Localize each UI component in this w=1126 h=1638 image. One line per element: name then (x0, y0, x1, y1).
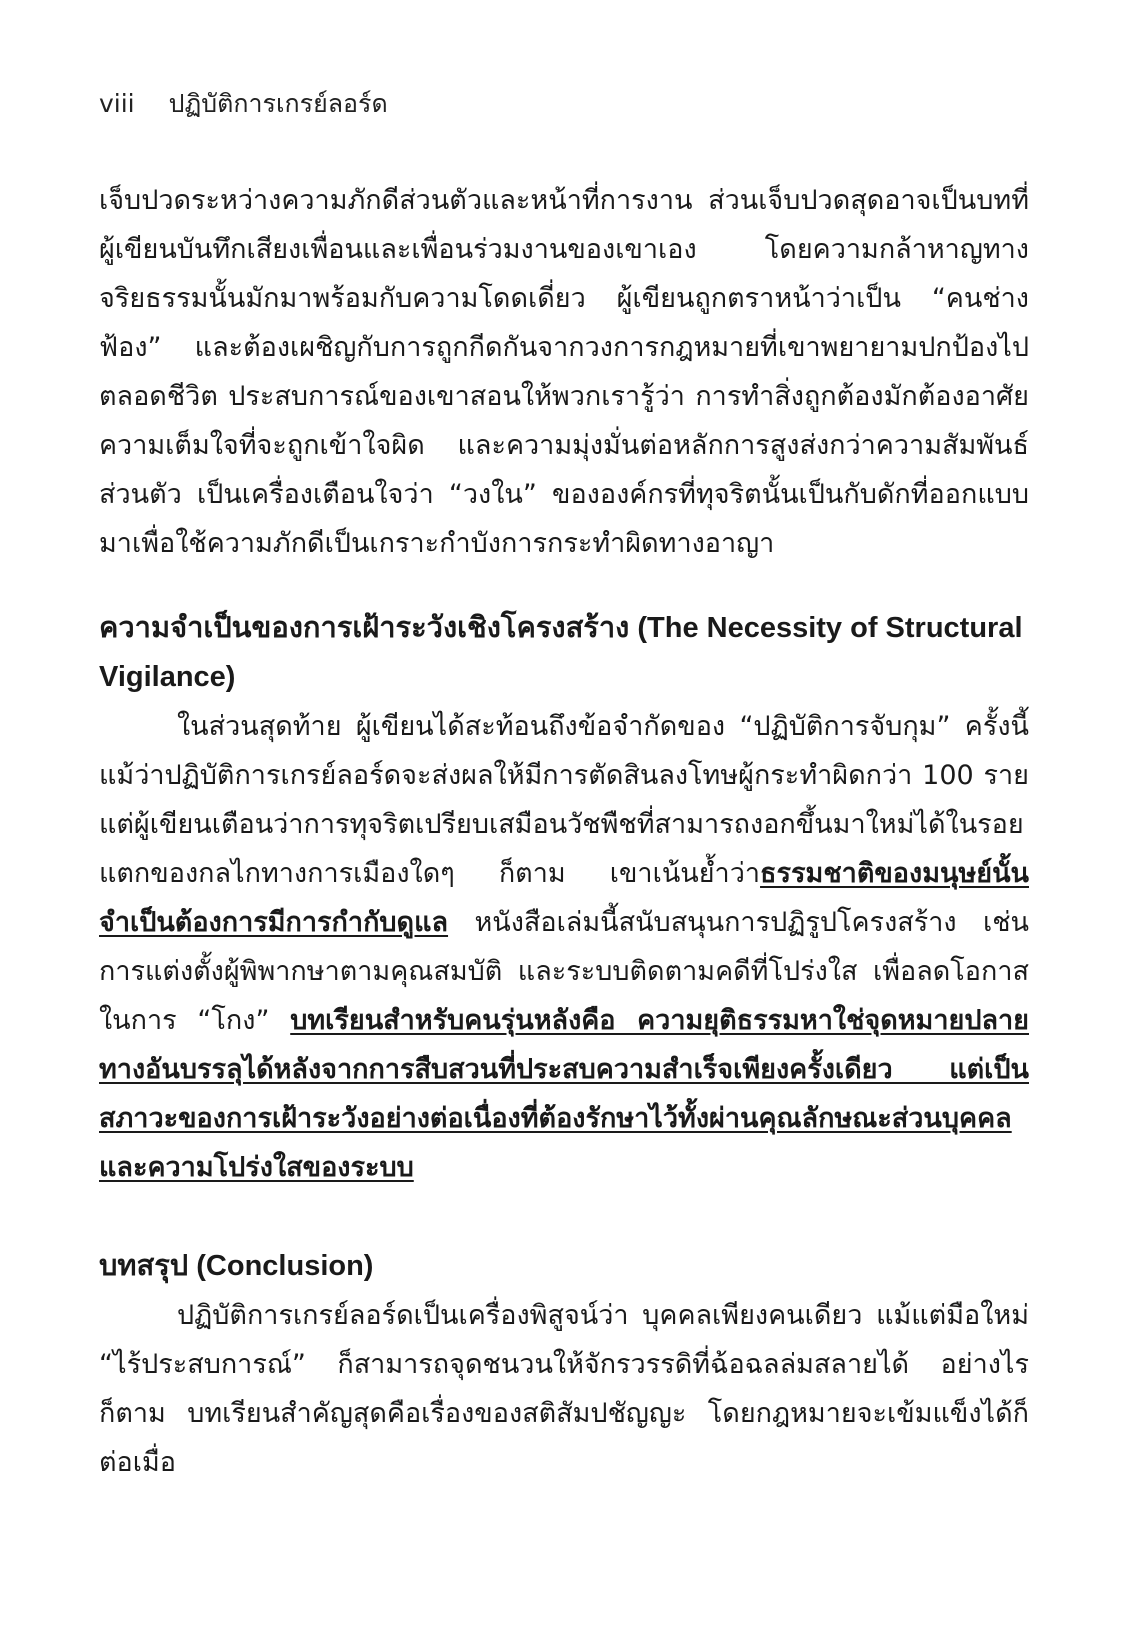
paragraph-continued: เจ็บปวดระหว่างความภักดีส่วนตัวและหน้าที่การงาน ส่วนเจ็บปวดสุดอาจเป็นบทที่ผู้เขียนบันทึกเสียงเพื่อนและเพื่อนร่วมงานของเขาเอง โดยความกล้าหาญทางจริยธรรมนั้นมักมาพร้อมกับความโดดเดี่ยว ผู้เขียนถูกตราหน้าว่าเป็น “คนช่างฟ้อง” และต้องเผชิญกับการถูกกีดกันจากวงการกฎหมายที่เขาพยายามปกป้องไปตลอดชีวิต ประสบการณ์ของเขาสอนให้พวกเรารู้ว่า การทำสิ่งถูกต้องมักต้องอาศัยความเต็มใจที่จะถูกเข้าใจผิด และความมุ่งมั่นต่อหลักการสูงส่งกว่าความสัมพันธ์ส่วนตัว เป็นเครื่องเตือนใจว่า “วงใน” ขององค์กรที่ทุจริตนั้นเป็นกับดักที่ออกแบบมาเพื่อใช้ความภักดีเป็นเกราะกำบังการกระทำผิดทางอาญา (99, 185, 1029, 559)
emphasized-text: ธรรมชาติของมนุษย์นั้นจำเป็นต้องการมีการกำกับดูแล (99, 858, 1029, 938)
emphasized-lesson-text: บทเรียนสำหรับคนรุ่นหลังคือ ความยุติธรรมหาใช่จุดหมายปลายทางอันบรรลุได้หลังจากการสืบสวนที่ประสบความสำเร็จเพียงครั้งเดียว แต่เป็นสภาวะของการเฝ้าระวังอย่างต่อเนื่องที่ต้องรักษาไว้ทั้งผ่านคุณลักษณะส่วนบุคคลและความโปร่งใสของระบบ (99, 1005, 1029, 1183)
page-number: viii (99, 89, 135, 118)
body-text (99, 176, 1029, 1487)
paragraph-text: ในส่วนสุดท้าย ผู้เขียนได้สะท้อนถึงข้อจำกัดของ “ปฏิบัติการจับกุม” ครั้งนี้ แม้ว่าปฏิบัติการเกรย์ลอร์ดจะส่งผลให้มีการตัดสินลงโทษผู้กระทำผิดกว่า 100 ราย แต่ผู้เขียนเตือนว่าการทุจริตเปรียบเสมือนวัชพืชที่สามารถงอกขึ้นมาใหม่ได้ในรอยแตกของกลไกทางการเมืองใดๆ ก็ตาม เขาเน้นย้ำว่า (99, 711, 1029, 889)
section-heading-structural-vigilance: ความจำเป็นของการเฝ้าระวังเชิงโครงสร้าง (The Necessity of Structural Vigilance) (99, 612, 1023, 693)
running-header (99, 88, 388, 120)
paragraph-structural-vigilance (99, 702, 1029, 1192)
paragraph-conclusion: ปฏิบัติการเกรย์ลอร์ดเป็นเครื่องพิสูจน์ว่า บุคคลเพียงคนเดียว แม้แต่มือใหม่ “ไร้ประสบการณ์” ก็สามารถจุดชนวนให้จักรวรรดิที่ฉ้อฉลล่มสลายได้ อย่างไรก็ตาม บทเรียนสำคัญสุดคือเรื่องของสติสัมปชัญญะ โดยกฎหมายจะเข้มแข็งได้ก็ต่อเมื่อ (99, 1300, 1029, 1478)
paragraph-text: หนังสือเล่มนี้สนับสนุนการปฏิรูปโครงสร้าง เช่น การแต่งตั้งผู้พิพากษาตามคุณสมบัติ และระบบติดตามคดีที่โปร่งใส เพื่อลดโอกาสในการ “โกง” (99, 907, 1029, 1036)
section-heading-conclusion: บทสรุป (Conclusion) (99, 1250, 374, 1282)
running-title: ปฏิบัติการเกรย์ลอร์ด (168, 89, 388, 118)
